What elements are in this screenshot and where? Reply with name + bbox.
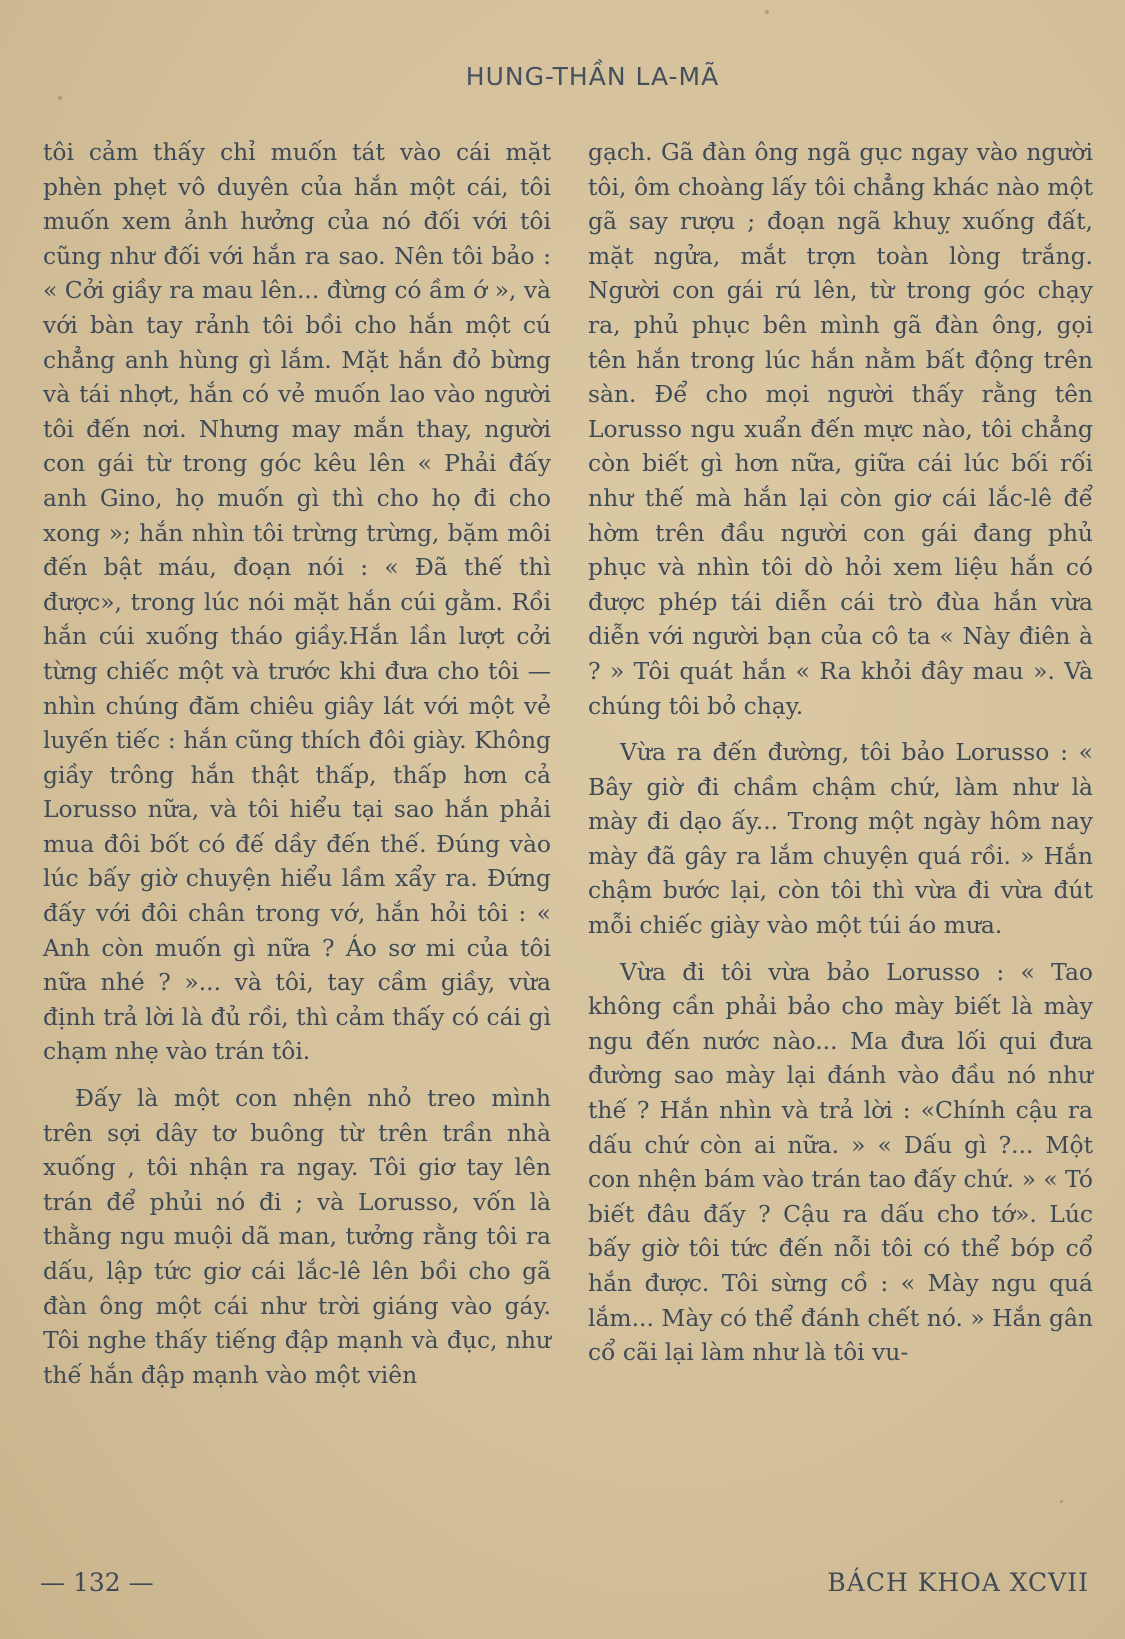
paragraph: gạch. Gã đàn ông ngã gục ngay vào người tôi, ôm choàng lấy tôi chẳng khác nào một gã say rượu ; đoạn ngã khuỵ xuống đất, mặt ngửa, mắt trợn toàn lòng trắng. Người con gái rú lên, từ trong góc chạy ra, phủ phục bên mình gã đàn ông, gọi tên hắn trong lúc hắn nằm bất động trên sàn. Để cho mọi người thấy rằng tên Lorusso ngu xuẩn đến mực nào, tôi chẳng còn biết gì hơn nữa, giữa cái lúc bối rối như thế mà hắn lại còn giơ cái lắc-lê để hờm trên đầu người con gái đang phủ phục và nhìn tôi dò hỏi xem liệu hắn có được phép tái diễn cái trò đùa hắn vừa diễn với người bạn của cô ta « Này điên à ? » Tôi quát hắn « Ra khỏi đây mau ». Và chúng tôi bỏ chạy. [588, 138, 1093, 720]
left-column [43, 135, 551, 1392]
paper-speck [1060, 1500, 1063, 1503]
right-column [588, 135, 1093, 1370]
paragraph: Đấy là một con nhện nhỏ treo mình trên sợi dây tơ buông từ trên trần nhà xuống , tôi nhận ra ngay. Tôi giơ tay lên trán để phủi nó đi ; và Lorusso, vốn là thằng ngu muội dã man, tưởng rằng tôi ra dấu, lập tức giơ cái lắc-lê lên bồi cho gã đàn ông một cái như trời giáng vào gáy. Tôi nghe thấy tiếng đập mạnh và đục, như thế hắn đập mạnh vào một viên [43, 1084, 551, 1389]
paper-speck [58, 96, 62, 100]
paragraph: Vừa đi tôi vừa bảo Lorusso : « Tao không cần phải bảo cho mày biết là mày ngu đến nước nào... Ma đưa lối qui đưa đường sao mày lại đánh vào đầu nó như thế ? Hắn nhìn và trả lời : «Chính cậu ra dấu chứ còn ai nữa. » « Dấu gì ?... Một con nhện bám vào trán tao đấy chứ. » « Tó biết đâu đấy ? Cậu ra dấu cho tớ». Lúc bấy giờ tôi tức đến nỗi tôi có thể bóp cổ hắn được. Tôi sừng cồ : « Mày ngu quá lắm... Mày có thể đánh chết nó. » Hắn gân cổ cãi lại làm như là tôi vu- [588, 957, 1093, 1367]
page-number: — 132 — [40, 1568, 154, 1597]
publication-title: BÁCH KHOA XCVII [827, 1568, 1089, 1597]
running-head: HUNG-THẦN LA-MÃ [465, 62, 720, 91]
paragraph: tôi cảm thấy chỉ muốn tát vào cái mặt phèn phẹt vô duyên của hắn một cái, tôi muốn xem ảnh hưởng của nó đối với tôi cũng như đối với hắn ra sao. Nên tôi bảo : « Cởi giầy ra mau lên... đừng có ầm ớ », và với bàn tay rảnh tôi bồi cho hắn một cú chẳng anh hùng gì lắm. Mặt hắn đỏ bừng và tái nhợt, hắn có vẻ muốn lao vào người tôi đến nơi. Nhưng may mắn thay, người con gái từ trong góc kêu lên « Phải đấy anh Gino, họ muốn gì thì cho họ đi cho xong »; hắn nhìn tôi trừng trừng, bặm môi đến bật máu, đoạn nói : « Đã thế thì được», trong lúc nói mặt hắn cúi gằm. Rồi hắn cúi xuống tháo giầy.Hắn lần lượt cởi từng chiếc một và trước khi đưa cho tôi — nhìn chúng đăm chiêu giây lát với một vẻ luyến tiếc : hắn cũng thích đôi giày. Không giầy trông hắn thật thấp, thấp hơn cả Lorusso nữa, và tôi hiểu tại sao hắn phải mua đôi bốt có đế dầy đến thế. Đúng vào lúc bấy giờ chuyện hiểu lầm xẩy ra. Đứng đấy với đôi chân trong vớ, hắn hỏi tôi : « Anh còn muốn gì nữa ? Áo sơ mi của tôi nữa nhé ? »... và tôi, tay cầm giầy, vừa định trả lời là đủ rồi, thì cảm thấy có cái gì chạm nhẹ vào trán tôi. [43, 138, 551, 1066]
paper-speck [765, 10, 769, 14]
paragraph: Vừa ra đến đường, tôi bảo Lorusso : « Bây giờ đi chầm chậm chứ, làm như là mày đi dạo ấy... Trong một ngày hôm nay mày đã gây ra lắm chuyện quá rồi. » Hắn chậm bước lại, còn tôi thì vừa đi vừa đút mỗi chiếc giày vào một túi áo mưa. [588, 738, 1093, 940]
